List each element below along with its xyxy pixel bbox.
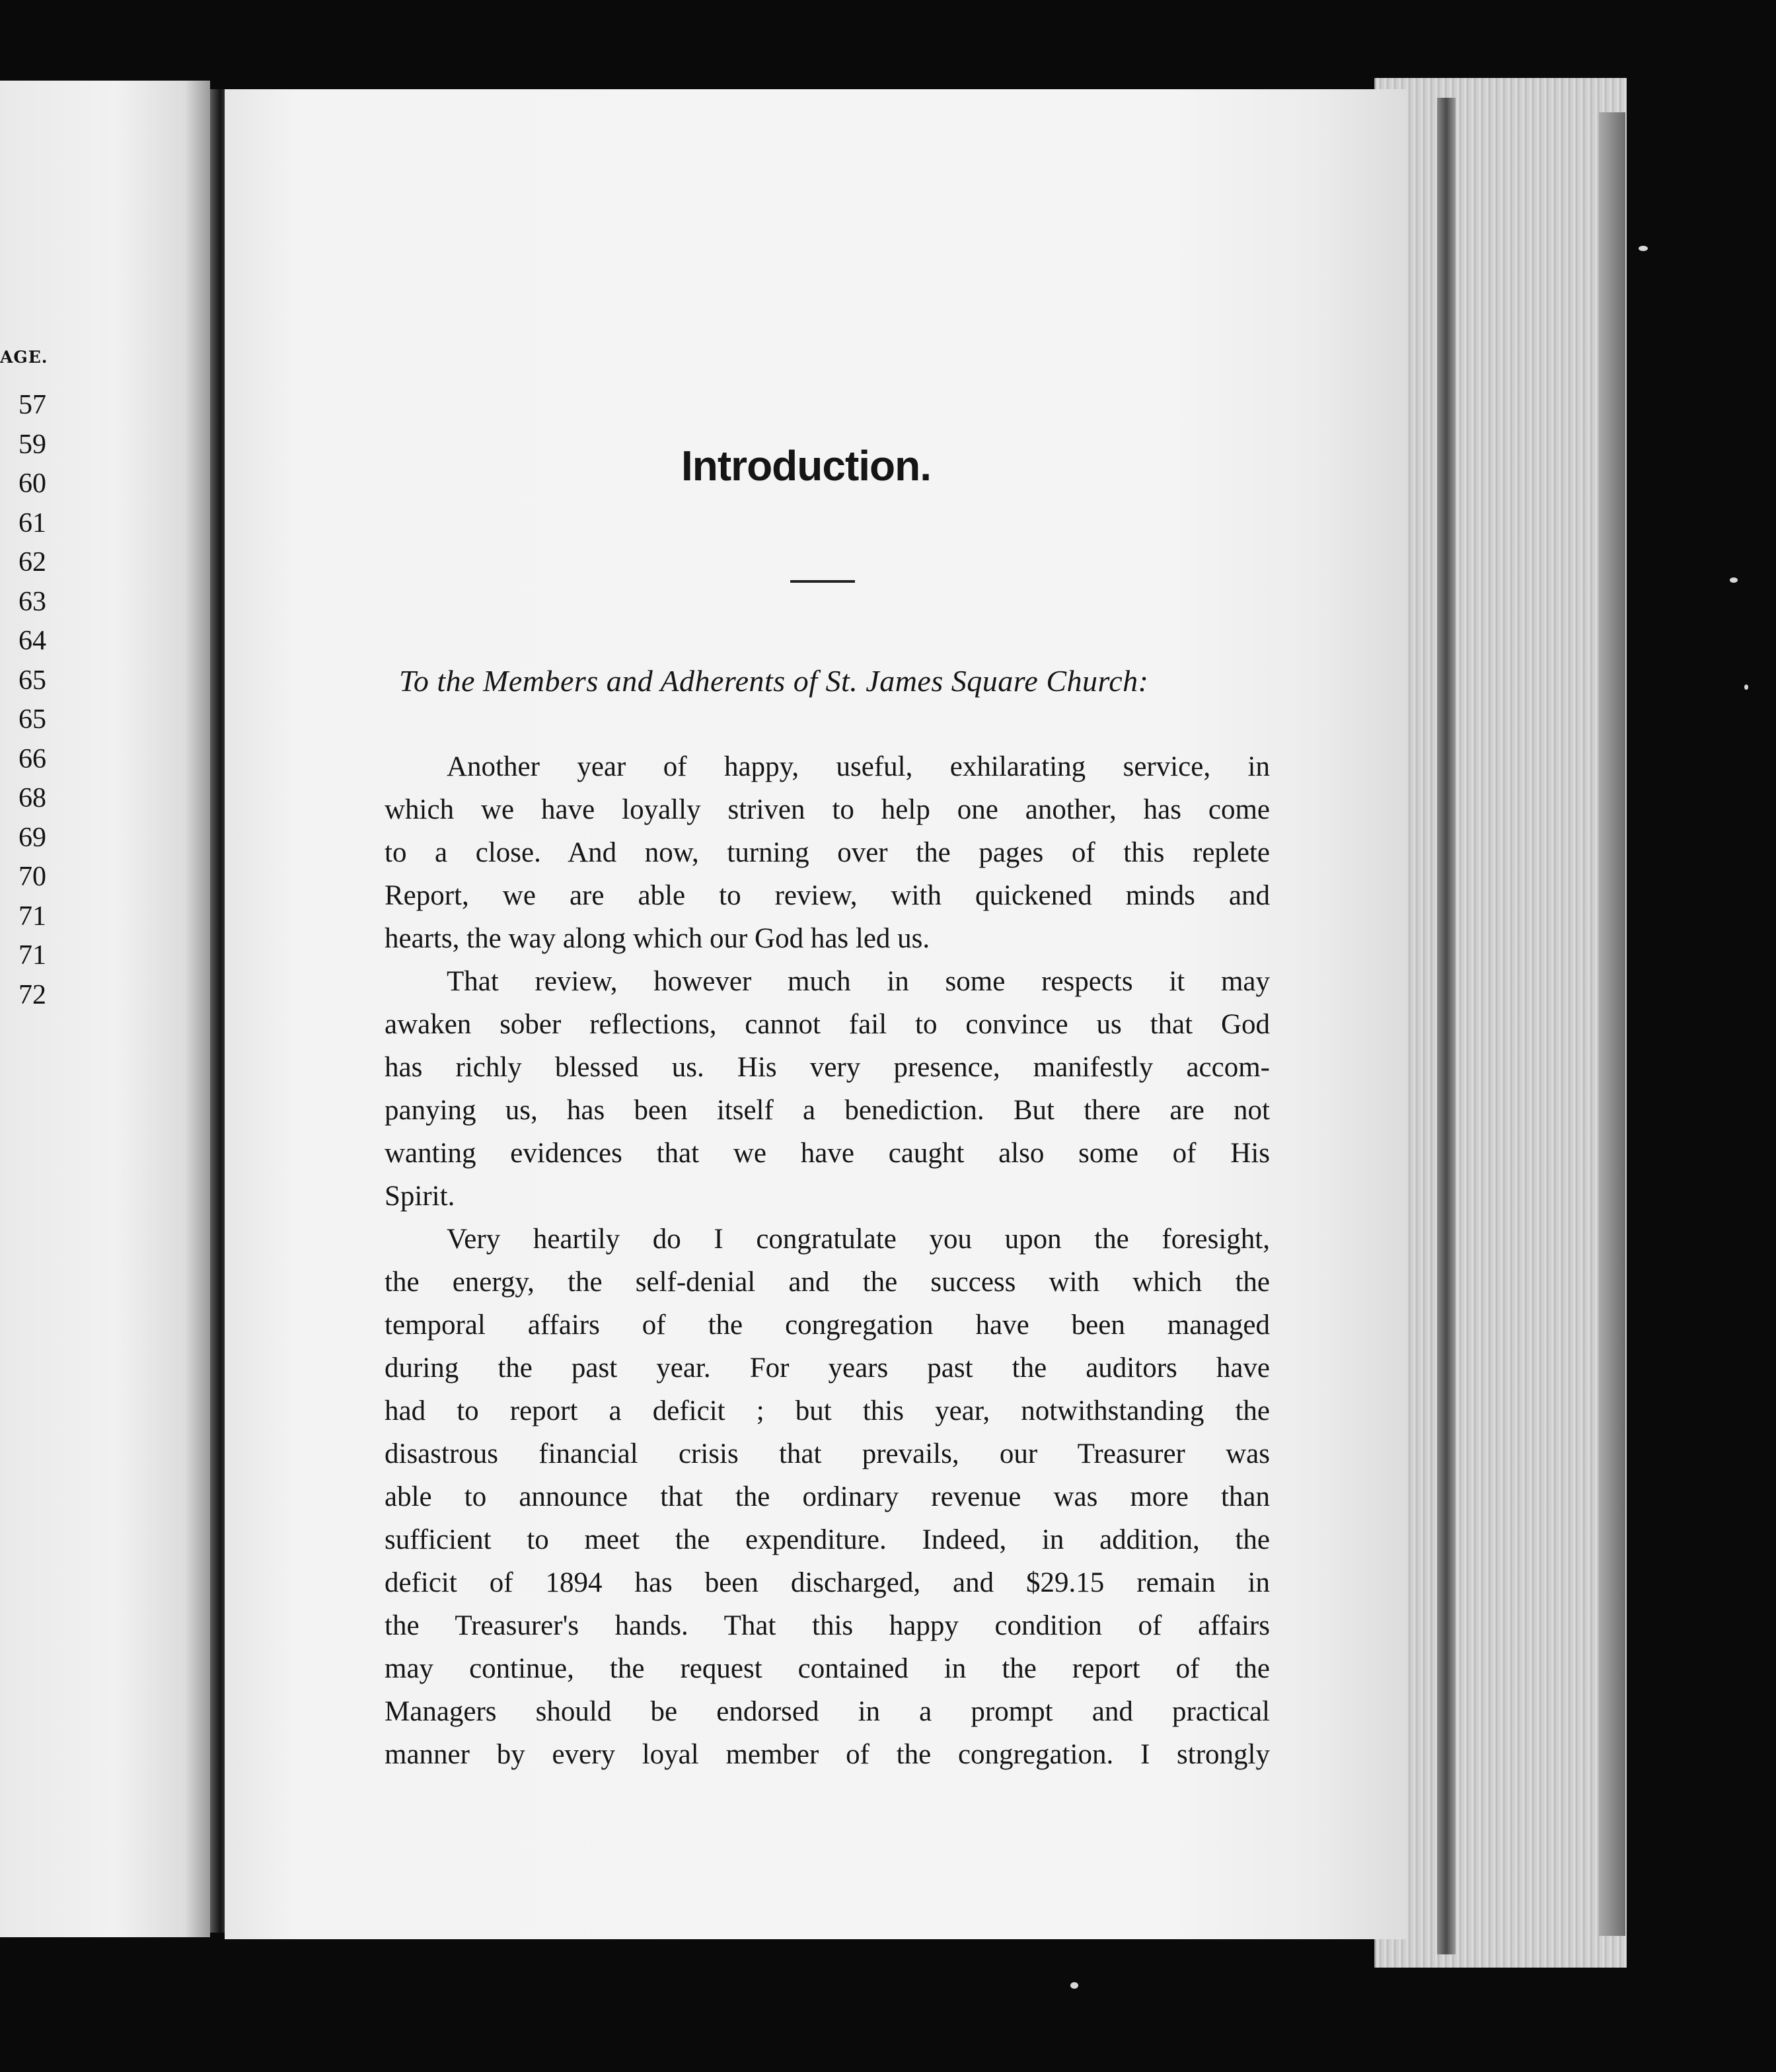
text-line: panying us, has been itself a benediction. But there are not [385,1095,1270,1126]
toc-page-number: 61 [18,507,46,538]
page-block-outer-edge [1599,112,1625,1936]
text-line: disastrous financial crisis that prevails, our Treasurer was [385,1438,1270,1469]
title-rule [790,580,855,583]
toc-page-number: 63 [18,586,46,617]
text-line: hearts, the way along which our God has led us. [385,923,930,954]
toc-page-number: 68 [18,783,46,813]
text-line: had to report a deficit ; but this year, notwithstanding the [385,1395,1270,1426]
text-line: has richly blessed us. His very presence, manifestly accom- [385,1052,1270,1083]
toc-page-number: 72 [18,979,46,1010]
toc-page-number: 60 [18,468,46,499]
toc-page-number: 65 [18,704,46,735]
toc-page-number: 66 [18,743,46,774]
toc-page-header: AGE. [0,348,48,367]
page-block-edges [1374,78,1627,1968]
toc-page-number-list [18,386,46,1015]
text-line: Spirit. [385,1181,455,1212]
toc-page-number: 57 [18,390,46,420]
text-line: the energy, the self-denial and the success with which the [385,1267,1270,1298]
text-line: may continue, the request contained in the report of the [385,1653,1270,1684]
text-line: Very heartily do I congratulate you upon the foresight, [447,1224,1270,1255]
text-line: during the past year. For years past the auditors have [385,1352,1270,1384]
text-line: able to announce that the ordinary revenue was more than [385,1481,1270,1512]
text-line: That review, however much in some respects it may [447,966,1270,997]
toc-page-number: 69 [18,822,46,853]
text-line: deficit of 1894 has been discharged, and $29.15 remain in [385,1567,1270,1598]
text-line: the Treasurer's hands. That this happy condition of affairs [385,1610,1270,1641]
film-speck [1730,577,1738,583]
text-line: awaken sober reflections, cannot fail to convince us that God [385,1009,1270,1040]
text-line: manner by every loyal member of the congregation. I strongly [385,1739,1270,1770]
toc-page-number: 64 [18,626,46,656]
left-page [0,81,210,1937]
text-line: to a close. And now, turning over the pages of this replete [385,837,1270,868]
page-block-shadow [1437,98,1456,1954]
salutation: To the Members and Adherents of St. James Square Church: [399,664,1149,698]
toc-page-number: 62 [18,547,46,577]
text-line: Another year of happy, useful, exhilarating service, in [447,751,1270,782]
text-line: temporal affairs of the congregation have been managed [385,1310,1270,1341]
text-line: Managers should be endorsed in a prompt and practical [385,1696,1270,1727]
toc-page-number: 65 [18,665,46,696]
toc-page-number: 59 [18,429,46,460]
body-text [385,745,1270,1776]
film-speck [1639,246,1648,251]
text-line: sufficient to meet the expenditure. Indeed, in addition, the [385,1524,1270,1555]
toc-page-number: 71 [18,940,46,971]
text-line: wanting evidences that we have caught also some of His [385,1138,1270,1169]
text-line: which we have loyally striven to help one another, has come [385,794,1270,825]
page-title: Introduction. [681,442,932,490]
toc-page-number: 70 [18,862,46,892]
text-line: Report, we are able to review, with quickened minds and [385,880,1270,911]
film-speck [1070,1982,1078,1989]
film-speck [1744,684,1748,690]
toc-page-number: 71 [18,901,46,932]
